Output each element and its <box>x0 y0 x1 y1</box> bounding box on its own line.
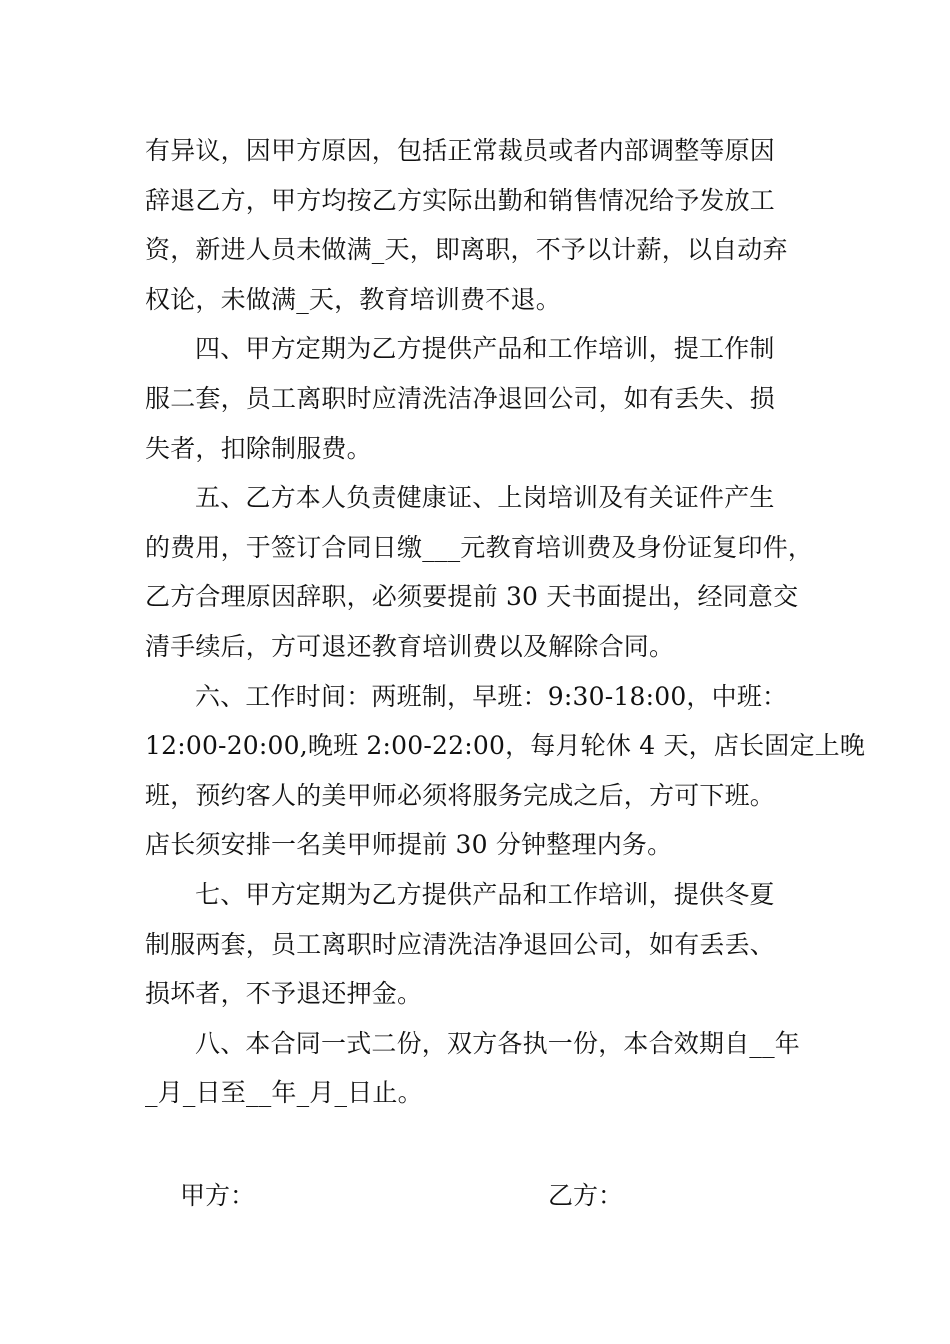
body-line: 服二套，员工离职时应清洗洁净退回公司，如有丢失、损 <box>145 383 776 413</box>
clause-5-start: 五、乙方本人负责健康证、上岗培训及有关证件产生 <box>195 483 775 513</box>
body-line: 有异议，因甲方原因，包括正常裁员或者内部调整等原因 <box>145 136 776 165</box>
body-line: 清手续后，方可退还教育培训费以及解除合同。 <box>145 631 675 661</box>
body-line: 制服两套，员工离职时应清洗洁净退回公司，如有丢丢、 <box>145 929 776 959</box>
body-line: 权论，未做满_天，教育培训费不退。 <box>145 284 561 314</box>
clause-8-start: 八、本合同一式二份，双方各执一份，本合效期自__年 <box>195 1028 801 1058</box>
body-line: 资，新进人员未做满_天，即离职，不予以计薪，以自动弃 <box>145 235 788 265</box>
body-line: 的费用，于签订合同日缴___元教育培训费及身份证复印件， <box>145 532 814 562</box>
body-line: 班，预约客人的美甲师必须将服务完成之后，方可下班。 <box>145 780 776 810</box>
body-line: 损坏者，不予退还押金。 <box>145 979 423 1009</box>
clause-6-start: 六、工作时间：两班制，早班：9:30-18:00，中班： <box>195 681 788 711</box>
party-b-signature-label: 乙方： <box>548 1181 624 1210</box>
body-line: 失者，扣除制服费。 <box>145 433 372 463</box>
body-line: _月_日至__年_月_日止。 <box>145 1078 423 1108</box>
body-line: 12:00-20:00,晚班 2:00-22:00，每月轮休 4 天，店长固定上晚 <box>145 731 866 761</box>
contract-body <box>145 126 866 1118</box>
body-line: 辞退乙方，甲方均按乙方实际出勤和销售情况给予发放工 <box>145 185 776 215</box>
clause-4-start: 四、甲方定期为乙方提供产品和工作培训，提工作制 <box>195 334 775 364</box>
clause-7-start: 七、甲方定期为乙方提供产品和工作培训，提供冬夏 <box>195 879 775 909</box>
party-a-signature-label: 甲方： <box>180 1181 256 1210</box>
body-line: 乙方合理原因辞职，必须要提前 30 天书面提出，经同意交 <box>145 582 799 612</box>
body-line: 店长须安排一名美甲师提前 30 分钟整理内务。 <box>145 830 673 860</box>
signature-row <box>0 1176 950 1216</box>
